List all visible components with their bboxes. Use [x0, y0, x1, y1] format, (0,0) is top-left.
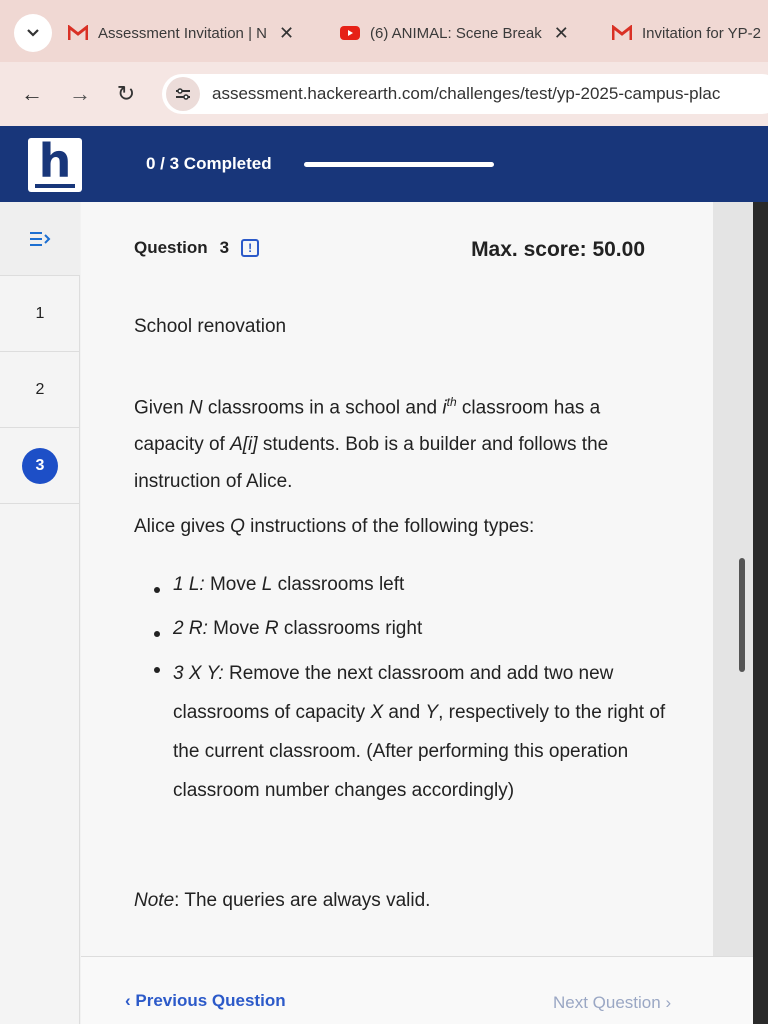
list-item: 2 R: Move R classrooms right	[173, 618, 673, 640]
url-text: assessment.hackerearth.com/challenges/test/yp-2025-campus-plac	[212, 84, 721, 103]
max-score: Max. score: 50.00	[471, 238, 645, 261]
sidebar-question-3[interactable]	[0, 428, 80, 504]
question-panel	[81, 202, 713, 1024]
gmail-icon	[68, 25, 88, 41]
hackerearth-logo[interactable]	[28, 134, 82, 192]
site-info-icon[interactable]	[166, 77, 200, 111]
close-tab-icon[interactable]: ✕	[553, 22, 569, 43]
gmail-icon	[612, 25, 632, 41]
instruction-list	[173, 574, 673, 810]
browser-tab-bar	[0, 0, 768, 62]
url-field[interactable]	[162, 74, 768, 114]
question-header	[134, 238, 259, 258]
close-tab-icon[interactable]: ✕	[278, 22, 295, 43]
question-footer	[81, 956, 753, 1024]
tab-title: Assessment Invitation | N	[98, 24, 267, 42]
browser-tab[interactable]	[612, 14, 768, 52]
tab-title: (6) ANIMAL: Scene Break	[370, 24, 542, 42]
question-number: 1	[35, 304, 45, 322]
sidebar-question-2[interactable]	[0, 352, 80, 428]
list-item: 1 L: Move L classrooms left	[173, 574, 673, 596]
tab-search-button[interactable]	[14, 14, 52, 52]
active-question-number: 3	[22, 448, 58, 484]
progress-bar	[304, 162, 494, 167]
youtube-icon	[340, 25, 360, 41]
app-header	[0, 126, 768, 202]
note: Note: The queries are always valid.	[134, 890, 431, 911]
next-question-button[interactable]: Next Question ›	[553, 993, 672, 1012]
back-arrow-icon[interactable]: ←	[21, 81, 43, 106]
progress-text: 0 / 3 Completed	[146, 154, 272, 173]
expand-sidebar-icon	[28, 230, 52, 248]
scrollbar-thumb[interactable]	[739, 558, 745, 672]
question-sidebar	[0, 202, 80, 1024]
tab-title: Invitation for YP-2	[642, 24, 761, 42]
window-edge	[753, 202, 768, 1024]
forward-arrow-icon[interactable]: →	[69, 81, 91, 106]
browser-tab[interactable]	[68, 14, 313, 52]
browser-address-bar	[0, 62, 768, 126]
browser-tab[interactable]	[340, 14, 585, 52]
question-title: School renovation	[134, 316, 287, 337]
list-item: 3 X Y: Remove the next classroom and add two new classrooms of capacity X and Y, respectively to the right of the current classroom. (After performing this operation classroom number changes accordingly)	[173, 654, 673, 810]
question-label: Question	[134, 238, 208, 257]
instructions-intro: Alice gives Q instructions of the following types:	[134, 516, 535, 537]
sidebar-question-1[interactable]	[0, 276, 80, 352]
problem-statement: Given N classrooms in a school and $i^{th}$ classroom has a capacity of A[i] students. Bob is a builder and follows the instruction of Alice.	[134, 395, 609, 493]
previous-question-button[interactable]: ‹ Previous Question	[125, 991, 286, 1010]
reload-icon[interactable]: ↻	[116, 81, 136, 106]
question-number: 2	[35, 380, 45, 398]
question-number: 3	[219, 238, 230, 257]
report-issue-icon[interactable]: !	[241, 239, 259, 257]
chevron-down-icon	[26, 28, 40, 38]
scrollbar[interactable]	[713, 202, 753, 956]
logo-letter: h	[35, 138, 76, 188]
sidebar-toggle-button[interactable]	[0, 202, 80, 276]
